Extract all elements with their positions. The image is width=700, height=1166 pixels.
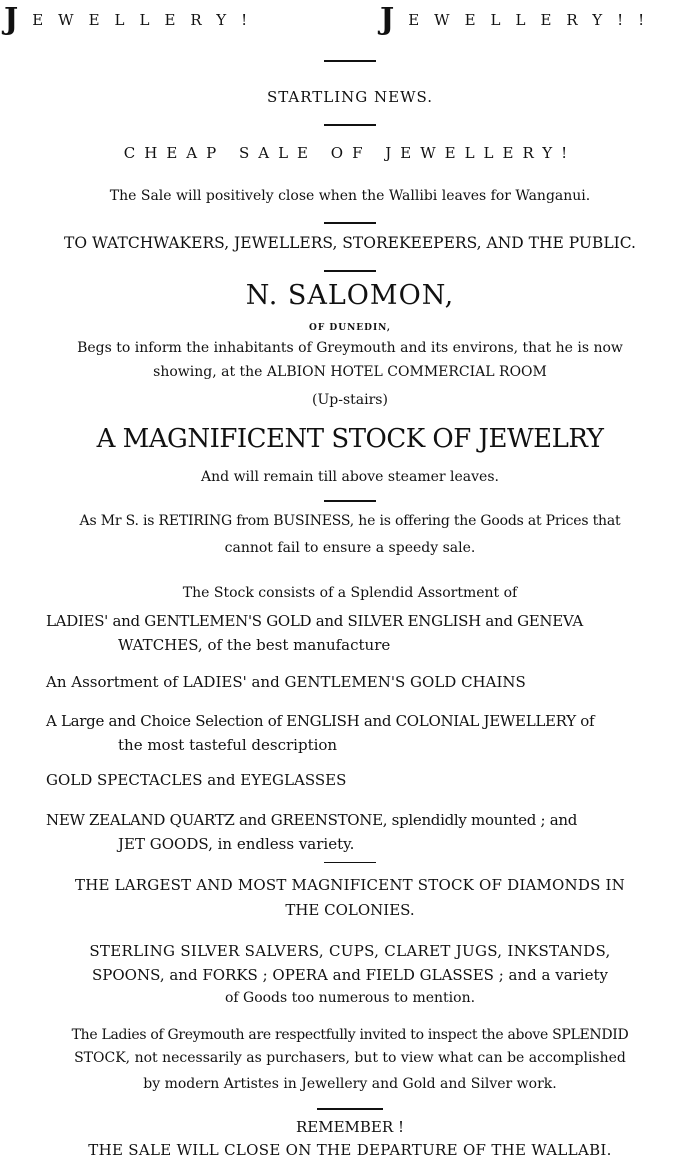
ladies-line-1: The Ladies of Greymouth are respectfully invited to inspect the above SPLENDID	[71, 1027, 629, 1043]
intro-line-3: (Up-stairs)	[312, 392, 388, 408]
retiring-line-1: As Mr S. is RETIRING from BUSINESS, he is offering the Goods at Prices that	[79, 513, 621, 529]
silver-line-2: SPOONS, and FORKS ; OPERA and FIELD GLASSES ; and a variety	[92, 966, 608, 984]
masthead-right	[380, 2, 659, 37]
ladies-line-2: STOCK, not necessarily as purchasers, but to view what can be accomplished	[74, 1050, 626, 1066]
diamonds-line-1: THE LARGEST AND MOST MAGNIFICENT STOCK OF DIAMONDS IN	[75, 876, 625, 894]
quartz-line-2: JET GOODS, in endless variety.	[118, 835, 355, 853]
diamonds-line-2: THE COLONIES.	[285, 901, 415, 919]
ladies-line-3: by modern Artistes in Jewellery and Gold and Silver work.	[143, 1076, 557, 1092]
quartz-line-1: NEW ZEALAND QUARTZ and GREENSTONE, splendidly mounted ; and	[46, 811, 578, 829]
watches-line-2: WATCHES, of the best manufacture	[118, 636, 391, 654]
silver-line-3: of Goods too numerous to mention.	[224, 990, 476, 1006]
advertiser-origin: OF DUNEDIN,	[309, 323, 391, 333]
divider	[0, 270, 700, 272]
stock-banner: A MAGNIFICENT STOCK OF JEWELRY	[96, 424, 604, 454]
spectacles-item: GOLD SPECTACLES and EYEGLASSES	[46, 771, 347, 789]
divider	[0, 222, 700, 224]
masthead-right-initial: J	[380, 2, 409, 37]
masthead	[4, 2, 696, 40]
masthead-left	[4, 2, 262, 37]
gold-chains-item: An Assortment of LADIES' and GENTLEMEN'S GOLD CHAINS	[46, 673, 526, 691]
remember-heading: REMEMBER !	[296, 1118, 404, 1136]
divider	[0, 1108, 700, 1110]
remain-notice: And will remain till above steamer leaves.	[201, 469, 499, 485]
divider	[0, 862, 700, 863]
audience-heading: TO WATCHWAKERS, JEWELLERS, STOREKEEPERS, AND THE PUBLIC.	[64, 234, 636, 252]
intro-line-2: showing, at the ALBION HOTEL COMMERCIAL ROOM	[153, 364, 547, 380]
close-notice: The Sale will positively close when the Wallibi leaves for Wanganui.	[109, 188, 591, 204]
watches-line-1: LADIES' and GENTLEMEN'S GOLD and SILVER ENGLISH and GENEVA	[46, 612, 583, 630]
masthead-left-initial: J	[4, 2, 33, 37]
stock-consists: The Stock consists of a Splendid Assortment of	[182, 585, 518, 601]
divider	[0, 500, 700, 502]
cheap-sale-heading: CHEAP SALE OF JEWELLERY!	[123, 144, 577, 162]
advertiser-name: N. SALOMON,	[245, 280, 455, 311]
masthead-right-text: EWELLERY!!	[408, 11, 660, 29]
jewellery-line-2: the most tasteful description	[118, 736, 338, 754]
divider	[0, 60, 700, 62]
silver-line-1: STERLING SILVER SALVERS, CUPS, CLARET JUGS, INKSTANDS,	[89, 942, 611, 960]
jewellery-line-1: A Large and Choice Selection of ENGLISH and COLONIAL JEWELLERY of	[46, 712, 595, 730]
divider	[0, 124, 700, 126]
final-notice: THE SALE WILL CLOSE ON THE DEPARTURE OF THE WALLABI.	[88, 1141, 612, 1159]
intro-line-1: Begs to inform the inhabitants of Greymouth and its environs, that he is now	[77, 340, 623, 356]
retiring-line-2: cannot fail to ensure a speedy sale.	[224, 540, 476, 556]
masthead-left-text: EWELLERY!	[32, 11, 263, 29]
startling-news-heading: STARTLING NEWS.	[266, 88, 434, 106]
